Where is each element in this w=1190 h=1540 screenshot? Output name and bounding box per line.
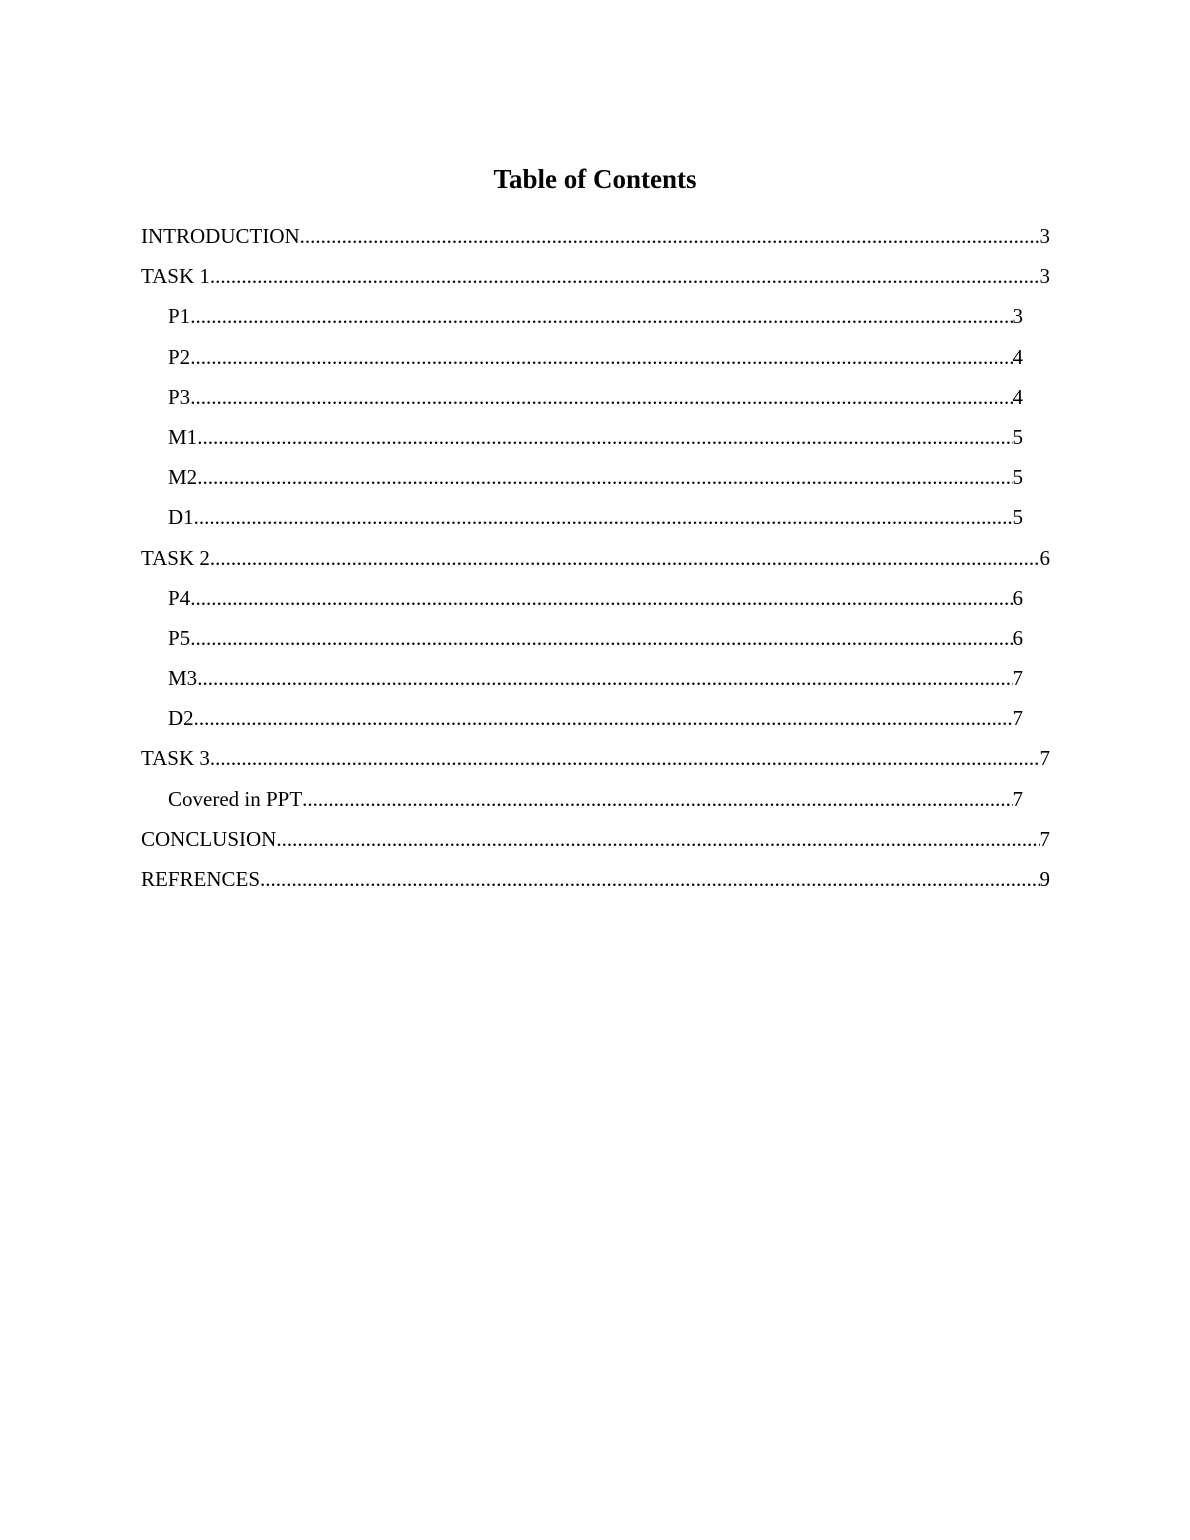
toc-entry-page-number: 9 [1039, 867, 1050, 891]
dot-leader [210, 261, 1040, 291]
toc-entry-page-number: 3 [1039, 264, 1050, 289]
toc-entry-page-number: 4 [1012, 384, 1023, 409]
toc-entry[interactable] [168, 301, 1023, 341]
dot-leader [260, 864, 1039, 894]
toc-entry-label: TASK 1 [141, 264, 210, 289]
toc-entry[interactable] [168, 502, 1023, 542]
toc-entry-label: CONCLUSION [141, 826, 277, 851]
toc-entry[interactable] [141, 221, 1050, 261]
toc-title: Table of Contents [493, 164, 697, 194]
toc-entry-label: Covered in PPT [168, 786, 303, 811]
toc-entry[interactable] [141, 261, 1050, 301]
dot-leader [194, 502, 1013, 532]
dot-leader [302, 784, 1012, 814]
toc-entry-label: M2 [168, 465, 198, 490]
dot-leader [197, 462, 1012, 492]
dot-leader [194, 703, 1013, 733]
dot-leader [197, 663, 1012, 693]
dot-leader [190, 382, 1012, 412]
toc-entry-page-number: 6 [1012, 625, 1023, 650]
toc-entry[interactable] [141, 543, 1050, 583]
toc-entry-page-number: 5 [1012, 424, 1023, 449]
toc-entry[interactable] [141, 864, 1050, 904]
toc-entry-label: P3 [168, 384, 191, 409]
dot-leader [276, 824, 1039, 854]
toc-entry[interactable] [168, 663, 1023, 703]
toc-entry-page-number: 5 [1012, 465, 1023, 490]
toc-entry[interactable] [168, 583, 1023, 623]
dot-leader [190, 583, 1012, 613]
dot-leader [197, 422, 1012, 452]
toc-entry-page-number: 6 [1012, 585, 1023, 610]
toc-entry[interactable] [168, 703, 1023, 743]
toc-entry-label: M1 [168, 424, 198, 449]
toc-entry-label: INTRODUCTION [141, 224, 300, 248]
toc-entry-page-number: 6 [1039, 545, 1050, 570]
dot-leader [190, 342, 1012, 372]
toc-entry-page-number: 7 [1012, 706, 1023, 731]
dot-leader [190, 301, 1012, 331]
toc-entry-page-number: 7 [1039, 826, 1050, 851]
dot-leader [190, 623, 1012, 653]
toc-entry-page-number: 7 [1039, 746, 1050, 771]
toc-entry-page-number: 3 [1039, 224, 1050, 248]
toc-entry-page-number: 4 [1012, 344, 1023, 369]
toc-entry-label: REFRENCES [141, 867, 261, 891]
toc-entry[interactable] [168, 382, 1023, 422]
toc-entry-page-number: 5 [1012, 505, 1023, 530]
toc-entry[interactable] [141, 824, 1050, 864]
toc-entry-label: TASK 3 [141, 746, 210, 771]
toc-entry[interactable] [168, 784, 1023, 824]
toc-entry-label: D2 [168, 706, 194, 731]
toc-entry[interactable] [168, 422, 1023, 462]
dot-leader [210, 743, 1040, 773]
toc-entry-page-number: 7 [1012, 666, 1023, 691]
toc-entry-label: P1 [168, 304, 191, 329]
dot-leader [210, 543, 1040, 573]
toc-entry-label: D1 [168, 505, 194, 530]
toc-entry-page-number: 7 [1012, 786, 1023, 811]
dot-leader [300, 221, 1040, 251]
toc-entry-label: P2 [168, 344, 191, 369]
toc-entry[interactable] [141, 743, 1050, 783]
toc-entry-label: P5 [168, 625, 191, 650]
toc-entry[interactable] [168, 623, 1023, 663]
toc-entry[interactable] [168, 342, 1023, 382]
toc-entry-label: P4 [168, 585, 191, 610]
toc-entry-page-number: 3 [1012, 304, 1023, 329]
toc-entry-label: TASK 2 [141, 545, 210, 570]
toc-entry-label: M3 [168, 666, 198, 691]
toc-entry[interactable] [168, 462, 1023, 502]
toc-list [141, 221, 1050, 904]
